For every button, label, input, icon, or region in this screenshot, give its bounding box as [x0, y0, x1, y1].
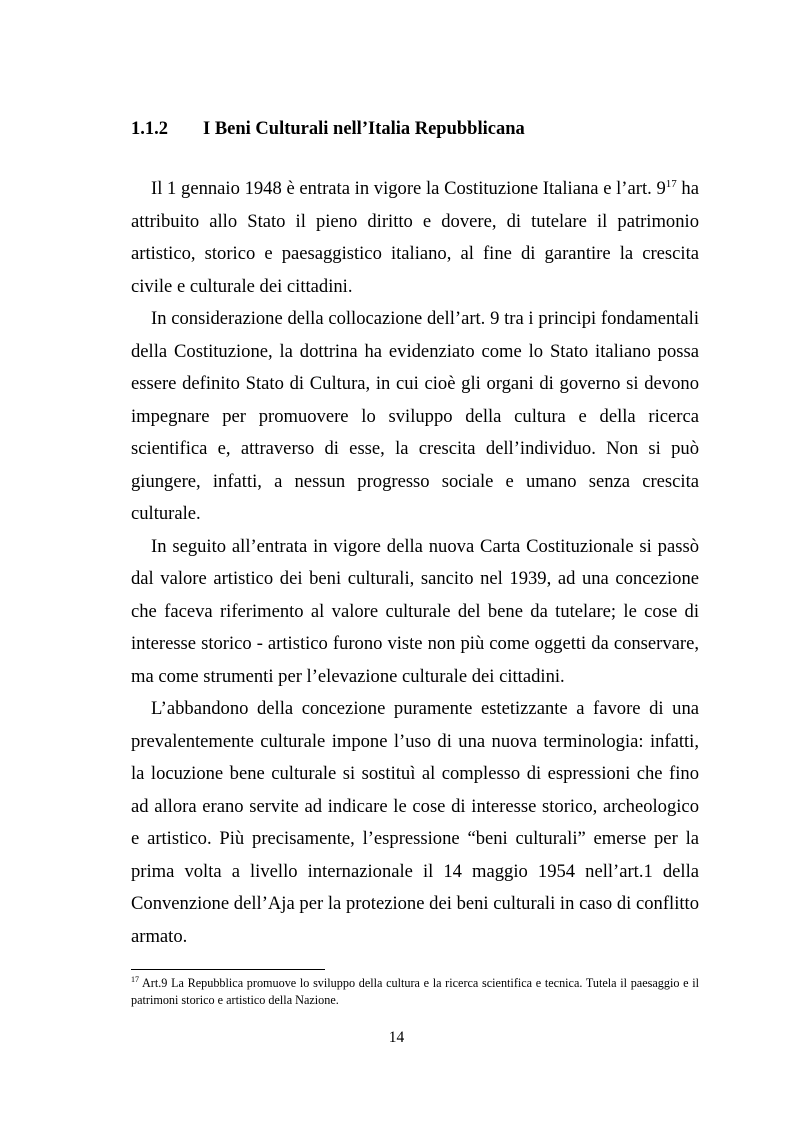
footnote-divider	[131, 969, 325, 970]
paragraph-2: In considerazione della collocazione dell’art. 9 tra i principi fondamentali della Costituzione, la dottrina ha evidenziato come lo Stato italiano possa essere definito Stato di Cultura, in cui cioè gli organi di governo si devono impegnare per promuovere lo sviluppo della cultura e della ricerca scientifica e, attraverso di esse, la crescita dell’individuo. Non si può giungere, infatti, a nessun progresso sociale e umano senza crescita culturale.	[131, 308, 699, 524]
page-number: 14	[388, 1029, 405, 1046]
footnote-marker: 17	[131, 974, 139, 984]
footnote	[131, 975, 699, 1009]
paragraph-1	[131, 173, 699, 303]
paragraph-3: In seguito all’entrata in vigore della nuova Carta Costituzionale si passò dal valore artistico dei beni culturali, sancito nel 1939, ad una concezione che faceva riferimento al valore culturale del bene da tutelare; le cose di interesse storico - artistico furono viste non più come oggetti da conservare, ma come strumenti per l’elevazione culturale dei cittadini.	[131, 535, 699, 687]
paragraph-1-text-end: ha attribuito allo Stato il pieno diritto e dovere, di tutelare il patrimonio artistico, storico e paesaggistico italiano, al fine di garantire la crescita civile e culturale dei cittadini.	[131, 178, 699, 297]
footnote-reference: 17	[665, 177, 677, 190]
section-title: I Beni Culturali nell’Italia Repubblicana	[203, 119, 525, 139]
paragraph-4: L’abbandono della concezione puramente estetizzante a favore di una prevalentemente culturale impone l’uso di una nuova terminologia: infatti, la locuzione bene culturale si sostituì al complesso di espressioni che fino ad allora erano servite ad indicare le cose di interesse storico, archeologico e artistico. Più precisamente, l’espressione “beni culturali” emerse per la prima volta a livello internazionale il 14 maggio 1954 nell’art.1 della Convenzione dell’Aja per la protezione dei beni culturali in caso di conflitto armato.	[131, 698, 699, 947]
paragraph-1-text-start: Il 1 gennaio 1948 è entrata in vigore la Costituzione Italiana e l’art. 9	[151, 178, 666, 199]
body-text	[131, 173, 699, 953]
section-heading	[131, 116, 711, 142]
footnote-text: Art.9 La Repubblica promuove lo sviluppo della cultura e la ricerca scientifica e tecnica. Tutela il paesaggio e il patrimoni storico e artistico della Nazione.	[131, 976, 699, 1007]
section-number: 1.1.2	[131, 119, 168, 139]
